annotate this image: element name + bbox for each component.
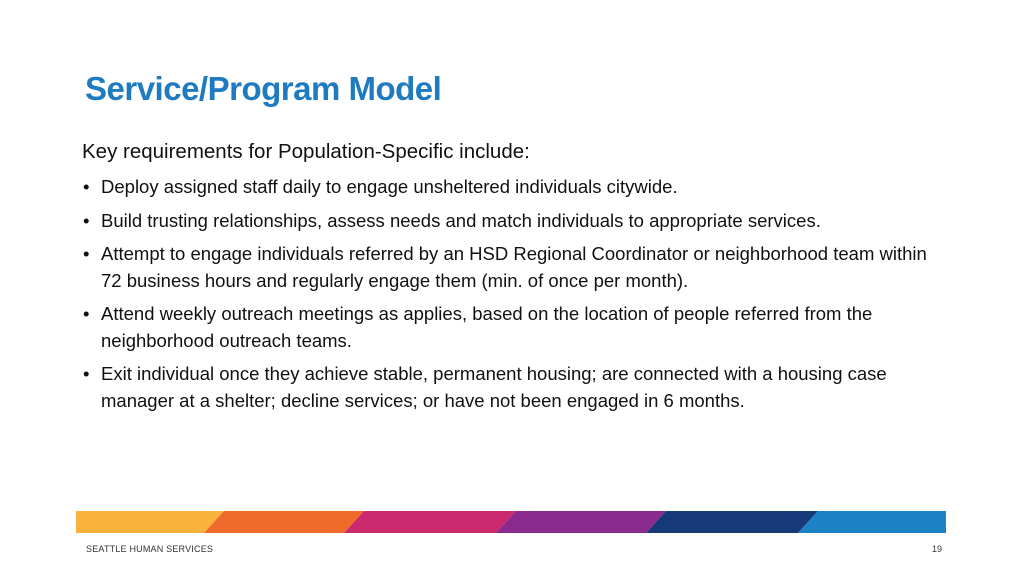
list-item-text: Attempt to engage individuals referred by an HSD Regional Coordinator or neighborhood team within 72 business hours and regularly engage them (min. of once per month).	[101, 243, 927, 291]
slide-title: Service/Program Model	[85, 70, 442, 107]
bullet-icon: •	[83, 303, 90, 324]
list-item-text: Build trusting relationships, assess needs and match individuals to appropriate services.	[101, 209, 821, 231]
bullet-icon: •	[83, 176, 90, 197]
list-item	[82, 208, 942, 235]
bullet-icon: •	[83, 363, 90, 384]
list-item	[82, 174, 942, 201]
bullet-icon: •	[83, 209, 90, 231]
requirements-list	[82, 174, 942, 421]
color-band-graphic	[76, 511, 946, 533]
bullet-icon: •	[83, 243, 90, 264]
page-number: 19	[931, 544, 942, 554]
band-segment-navy	[646, 511, 818, 533]
footer-org-name: SEATTLE HUMAN SERVICES	[86, 544, 214, 554]
band-segment-magenta	[344, 511, 516, 533]
decorative-color-band	[76, 511, 946, 533]
band-segment-purple	[496, 511, 666, 533]
intro-text: Key requirements for Population-Specific include:	[82, 140, 530, 163]
list-item-text: Attend weekly outreach meetings as applies, based on the location of people referred from the neighborhood outreach teams.	[101, 303, 873, 351]
list-item	[82, 241, 942, 294]
band-segment-blue	[798, 511, 946, 533]
list-item-text: Deploy assigned staff daily to engage unsheltered individuals citywide.	[101, 176, 678, 197]
list-item	[82, 301, 942, 354]
list-item-text: Exit individual once they achieve stable, permanent housing; are connected with a housing case manager at a shelter; decline services; or have not been engaged in 6 months.	[101, 363, 887, 411]
list-item	[82, 361, 942, 414]
band-segment-orange	[204, 511, 364, 533]
band-segment-yellow	[76, 511, 224, 533]
